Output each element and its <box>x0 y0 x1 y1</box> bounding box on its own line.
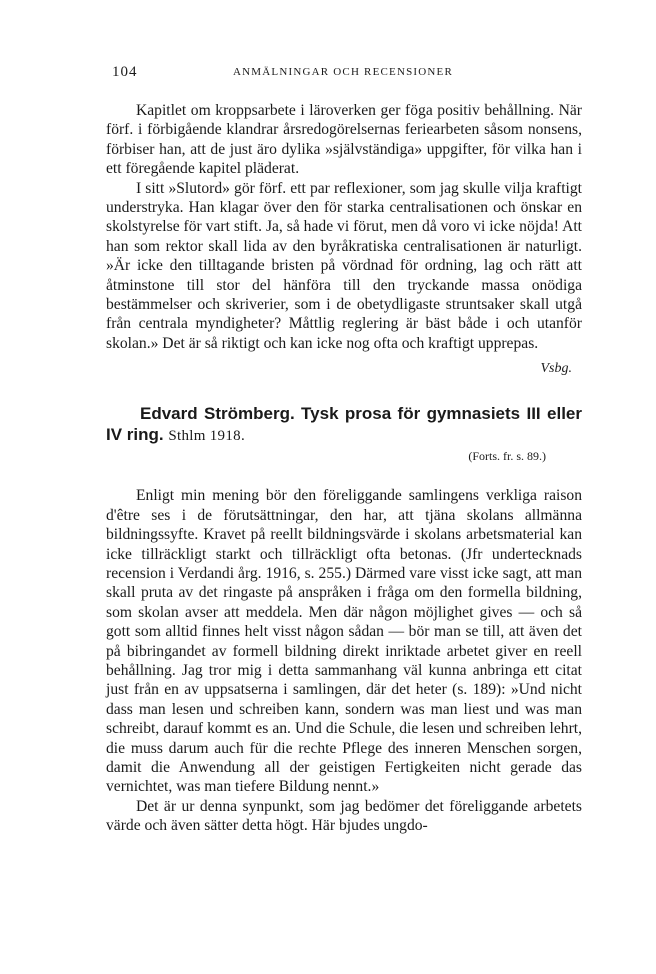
review-section-1 <box>100 101 586 377</box>
body-paragraph: Kapitlet om kroppsarbete i läroverken ger föga positiv behållning. När förf. i förbigående klandrar årsredogörelsernas feriearbeten såsom nonsens, förbiser han, att de just äro dylika »självständiga» uppgifter, för vilka han i ett föregående kapitel pläderat. <box>106 102 582 178</box>
running-title: ANMÄLNINGAR OCH RECENSIONER <box>233 66 454 78</box>
review-title: Edvard Strömberg. Tysk prosa för gymnasiets III eller IV ring. <box>106 404 582 445</box>
review-heading <box>100 403 586 447</box>
body-paragraph: Enligt min mening bör den föreliggande samlingens verkliga raison d'être ses i de förutsättningar, den har, att tjäna skolans allmänna bildningssyfte. Kravet på reellt bildningsvärde i skolans arbetsmaterial kan icke tillräckligt starkt och tillräckligt ofta betonas. (Jfr undertecknads recension i Verdandi årg. 1916, s. 255.) Därmed vare visst icke sagt, att man skall pruta av det ringaste på anspråken i fråga om den formella bildning, som skolan avser att meddela. Men där någon möjlighet gives — och så gott som alltid finnes helt visst någon sådan — bör man se till, att även det på bibringandet av formell bildning direkt inriktade arbetet giver en reell behållning. Jag tror mig i detta sammanhang väl kunna anbringa ett citat just från en av uppsatserna i samlingen, där det heter (s. 189): »Und nicht dass man lesen und schreiben kann, sondern was man liest und was man schreibt, darauf kommt es an. Und die Schule, die lesen und schreiben lehrt, die muss darum auch für die rechte Pflege des inneren Menschen sorgen, damit die Anwendung all der geistigen Fertigkeiten nicht gerade das vernichtet, was man tiefere Bildung nennt.» <box>106 487 582 796</box>
reviewer-signature: Vsbg. <box>540 361 572 377</box>
continuation-reference: (Forts. fr. s. 89.) <box>468 449 546 464</box>
book-page <box>100 56 586 836</box>
body-paragraph: Det är ur denna synpunkt, som jag bedömer det föreliggande arbetets värde och även sätter detta högt. Här bjudes ungdo- <box>106 797 582 835</box>
review-section-2 <box>100 403 586 835</box>
running-header <box>100 56 586 78</box>
body-paragraph: I sitt »Slutord» gör förf. ett par reflexioner, som jag skulle vilja kraftigt understryka. Han klagar över den för starka centralisationen och önskar en skolstyrelse för vart stift. Ja, så hade vi förut, men då voro vi icke nöjda! Att han som rektor skall lida av den byråkratiska centralisationen är naturligt. »Är icke den tilltagande bristen på vördnad för ordning, lag och rätt att åtminstone till stor del hänföra till den tryckande massa onödiga bestämmelser och skriverier, som i de obetydligaste struntsaker skall utgå från centrala myndigheter? Måttlig reglering är bäst både i och utanför skolan.» Det är så riktigt och kan icke nog ofta och kraftigt upprepas. <box>106 179 582 352</box>
publication-place-year: Sthlm 1918. <box>168 428 246 445</box>
page-number: 104 <box>112 64 138 80</box>
